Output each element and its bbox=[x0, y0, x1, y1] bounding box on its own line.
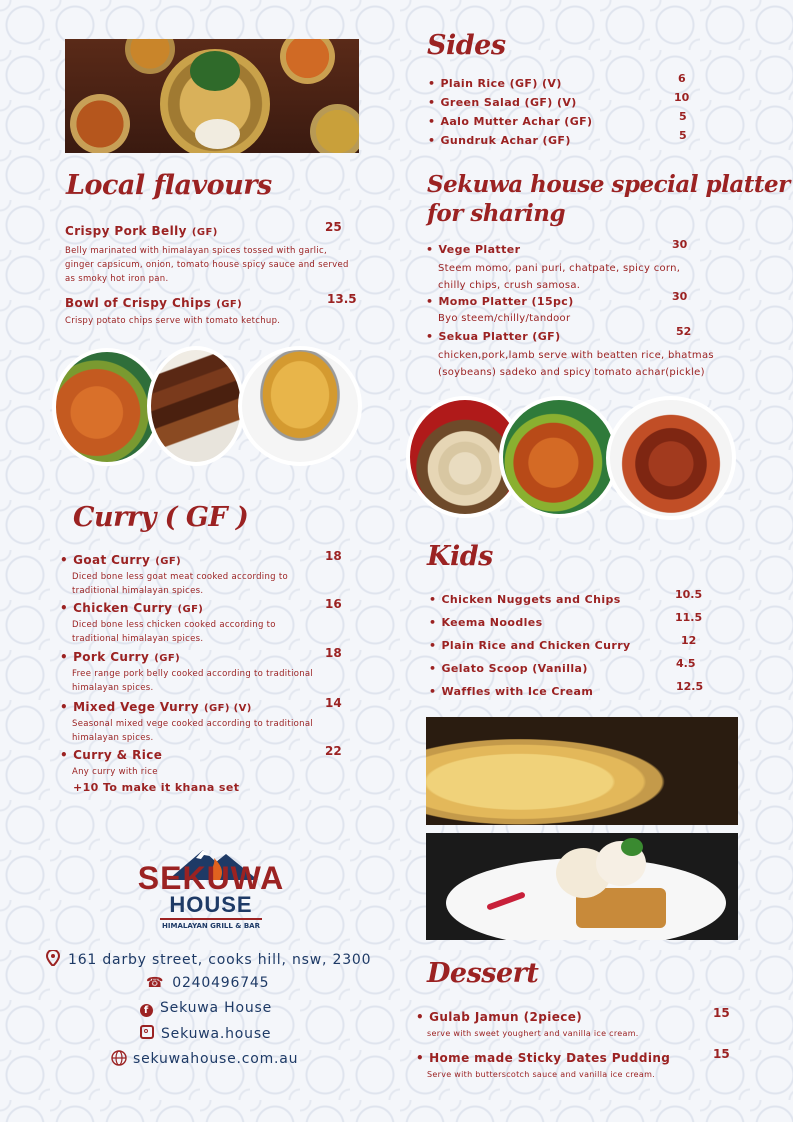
logo-line2: HOUSE bbox=[169, 892, 253, 917]
item-tag: (GF) bbox=[216, 299, 243, 310]
item-name: • Momo Platter (15pc) bbox=[426, 295, 574, 308]
phone-icon: ☎ bbox=[146, 975, 165, 991]
menu-item bbox=[428, 110, 698, 129]
chips-photo bbox=[238, 346, 362, 466]
item-description: Byo steem/chilly/tandoor bbox=[438, 313, 571, 324]
platter-title-line2: for sharing bbox=[427, 200, 566, 227]
menu-item bbox=[60, 696, 350, 745]
item-name: • Mixed Vege Vurry bbox=[60, 700, 199, 714]
item-tag: (GF) bbox=[191, 227, 218, 238]
logo-tagline: HIMALAYAN GRILL & BAR bbox=[162, 922, 260, 930]
item-name: • Plain Rice and Chicken Curry bbox=[429, 639, 631, 652]
menu-item bbox=[429, 588, 719, 607]
menu-item bbox=[428, 91, 698, 110]
item-price: 22 bbox=[325, 744, 342, 758]
curry-title: Curry ( GF ) bbox=[73, 502, 249, 533]
menu-item bbox=[60, 549, 350, 598]
item-price: 52 bbox=[676, 325, 692, 338]
menu-item bbox=[416, 1006, 736, 1041]
instagram-text: Sekuwa.house bbox=[161, 1026, 272, 1042]
phone-line bbox=[146, 975, 269, 991]
item-price: 18 bbox=[325, 646, 342, 660]
item-name: • Chicken Curry bbox=[60, 601, 172, 615]
menu-item bbox=[426, 325, 736, 381]
menu-item bbox=[65, 220, 355, 286]
item-tag: (GF) bbox=[177, 604, 204, 615]
menu-item bbox=[60, 597, 350, 646]
item-description: Seasonal mixed vege cooked according to traditional himalayan spices. bbox=[72, 719, 313, 743]
item-name: • Gelato Scoop (Vanilla) bbox=[429, 662, 588, 675]
item-description: Serve with butterscotch sauce and vanilla ice cream. bbox=[427, 1070, 656, 1079]
item-name: • Goat Curry bbox=[60, 553, 150, 567]
menu-item bbox=[426, 290, 726, 327]
thali-photo bbox=[65, 39, 359, 153]
facebook-icon: f bbox=[140, 1004, 153, 1017]
website-text: sekuwahouse.com.au bbox=[133, 1051, 299, 1067]
item-description: Free range pork belly cooked according to traditional himalayan spices. bbox=[72, 669, 314, 693]
item-name: • Green Salad (GF) (V) bbox=[428, 96, 577, 109]
ribs-photo bbox=[147, 346, 245, 466]
item-price: 30 bbox=[672, 290, 688, 303]
chilli-chicken-photo bbox=[499, 396, 619, 518]
item-name: • Gundruk Achar (GF) bbox=[428, 134, 571, 147]
item-price: 6 bbox=[678, 72, 686, 85]
item-name: • Chicken Nuggets and Chips bbox=[429, 593, 621, 606]
waffle-ice-cream-photo bbox=[426, 833, 738, 940]
item-price: 10 bbox=[674, 91, 690, 104]
platter-title bbox=[427, 170, 790, 228]
kids-title: Kids bbox=[427, 541, 493, 572]
item-name: • Gulab Jamun (2piece) bbox=[416, 1010, 582, 1024]
item-description: Crispy potato chips serve with tomato ketchup. bbox=[65, 316, 281, 326]
item-price: 18 bbox=[325, 549, 342, 563]
facebook-text: Sekuwa House bbox=[160, 1000, 273, 1016]
address-line bbox=[46, 950, 371, 968]
item-name: Bowl of Crispy Chips bbox=[65, 296, 212, 310]
sekuwa-house-logo bbox=[120, 846, 302, 938]
item-description: Diced bone less goat meat cooked according to traditional himalayan spices. bbox=[72, 572, 288, 596]
item-tag: (GF) bbox=[155, 556, 182, 567]
item-price: 15 bbox=[713, 1047, 730, 1061]
item-price: 15 bbox=[713, 1006, 730, 1020]
item-price: 25 bbox=[325, 220, 342, 234]
menu-item bbox=[416, 1047, 736, 1082]
item-description: Steem momo, pani puri, chatpate, spicy corn, chilly chips, crush samosa. bbox=[438, 263, 681, 291]
item-name: • Vege Platter bbox=[426, 243, 520, 256]
item-name: • Pork Curry bbox=[60, 650, 149, 664]
item-name: • Home made Sticky Dates Pudding bbox=[416, 1051, 670, 1065]
item-price: 12.5 bbox=[676, 680, 704, 693]
item-price: 16 bbox=[325, 597, 342, 611]
item-price: 14 bbox=[325, 696, 342, 710]
item-tag: (GF) bbox=[154, 653, 181, 664]
menu-item bbox=[429, 611, 719, 630]
item-name: • Aalo Mutter Achar (GF) bbox=[428, 115, 592, 128]
menu-item bbox=[60, 744, 350, 779]
facebook-line[interactable] bbox=[140, 1000, 272, 1017]
phone-text: 0240496745 bbox=[172, 975, 270, 991]
item-price: 5 bbox=[679, 110, 687, 123]
sides-title: Sides bbox=[427, 30, 506, 61]
item-description: serve with sweet youghert and vanilla ice cream. bbox=[427, 1029, 639, 1038]
menu-item bbox=[60, 646, 350, 695]
item-name: • Curry & Rice bbox=[60, 748, 162, 762]
logo-divider bbox=[160, 918, 262, 920]
local-flavours-title: Local flavours bbox=[66, 170, 272, 201]
menu-item bbox=[426, 238, 726, 294]
item-price: 13.5 bbox=[327, 292, 357, 306]
item-name: • Waffles with Ice Cream bbox=[429, 685, 593, 698]
location-pin-icon bbox=[46, 950, 60, 966]
item-price: 11.5 bbox=[675, 611, 703, 624]
menu-item bbox=[65, 292, 355, 328]
item-price: 4.5 bbox=[676, 657, 696, 670]
item-name: • Sekua Platter (GF) bbox=[426, 330, 561, 343]
address-text: 161 darby street, cooks hill, nsw, 2300 bbox=[68, 952, 372, 968]
logo-line1: SEKUWA bbox=[137, 860, 285, 896]
item-name: • Plain Rice (GF) (V) bbox=[428, 77, 562, 90]
item-description: chicken,pork,lamb serve with beatten rice, bhatmas (soybeans) sadeko and spicy tomato achar(pickle) bbox=[438, 350, 714, 378]
sekuwa-meat-photo bbox=[606, 396, 736, 520]
item-description: Diced bone less chicken cooked according to traditional himalayan spices. bbox=[72, 620, 276, 644]
item-tag: (GF) (V) bbox=[204, 703, 252, 714]
pork-belly-photo bbox=[52, 348, 162, 466]
item-price: 12 bbox=[681, 634, 697, 647]
khana-set-note: +10 To make it khana set bbox=[73, 781, 240, 794]
kheer-photo bbox=[426, 717, 738, 825]
item-description: Belly marinated with himalayan spices tossed with garlic, ginger capsicum, onion, tomato house spicy sauce and served as smoky hot iron pan. bbox=[65, 246, 349, 284]
item-name: • Keema Noodles bbox=[429, 616, 543, 629]
instagram-icon bbox=[140, 1025, 154, 1039]
menu-item bbox=[429, 680, 719, 699]
item-description: Any curry with rice bbox=[72, 767, 158, 777]
website-line[interactable] bbox=[111, 1050, 298, 1067]
platter-title-line1: Sekuwa house special platter bbox=[427, 171, 790, 198]
dessert-title: Dessert bbox=[427, 958, 539, 989]
item-name: Crispy Pork Belly bbox=[65, 224, 187, 238]
item-price: 10.5 bbox=[675, 588, 703, 601]
menu-item bbox=[428, 129, 698, 148]
globe-icon bbox=[111, 1050, 127, 1066]
item-price: 30 bbox=[672, 238, 688, 251]
instagram-line[interactable] bbox=[140, 1025, 271, 1042]
menu-item bbox=[428, 72, 698, 91]
item-price: 5 bbox=[679, 129, 687, 142]
menu-item bbox=[429, 634, 719, 653]
menu-item bbox=[429, 657, 719, 676]
